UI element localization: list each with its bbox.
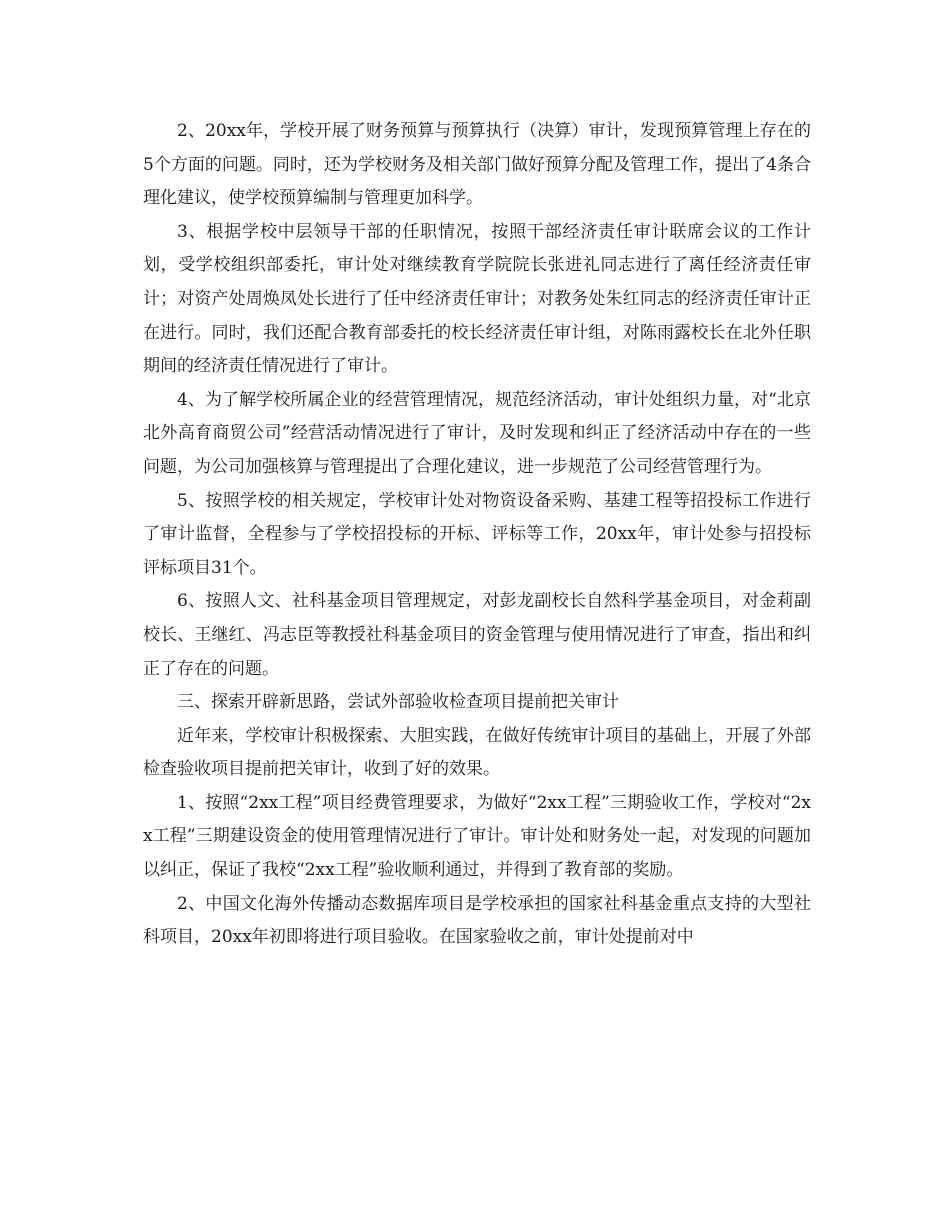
- paragraph-database-project: 2、中国文化海外传播动态数据库项目是学校承担的国家社科基金重点支持的大型社科项目，20xx年初即将进行项目验收。在国家验收之前，审计处提前对中: [143, 893, 811, 948]
- document-body: [143, 115, 811, 955]
- paragraph-project-acceptance-audit: 1、按照“2xx工程”项目经费管理要求，为做好“2xx工程”三期验收工作，学校对“2xx工程”三期建设资金的使用管理情况进行了审计。审计处和财务处一起，对发现的问题加以纠正，保证了我校“2xx工程”验收顺利通过，并得到了教育部的奖励。: [143, 792, 811, 881]
- paragraph-fund-project-audit: 6、按照人文、社科基金项目管理规定，对彭龙副校长自然科学基金项目，对金莉副校长、王继红、冯志臣等教授社科基金项目的资金管理与使用情况进行了审查，指出和纠正了存在的问题。: [143, 591, 811, 679]
- paragraph-enterprise-audit: 4、为了解学校所属企业的经营管理情况，规范经济活动，审计处组织力量，对“北京北外高育商贸公司”经营活动情况进行了审计，及时发现和纠正了经济活动中存在的一些问题，为公司加强核算与管理提出了合理化建议，进一步规范了公司经营管理行为。: [143, 389, 811, 477]
- paragraph-budget-audit: 2、20xx年，学校开展了财务预算与预算执行（决算）审计，发现预算管理上存在的5个方面的问题。同时，还为学校财务及相关部门做好预算分配及管理工作，提出了4条合理化建议，使学校预算编制与管理更加科学。: [143, 121, 811, 209]
- paragraph-section-intro: 近年来，学校审计积极探索、大胆实践，在做好传统审计项目的基础上，开展了外部检查验收项目提前把关审计，收到了好的效果。: [143, 725, 811, 780]
- section-heading: 三、探索开辟新思路，尝试外部验收检查项目提前把关审计: [177, 692, 619, 713]
- paragraph-bidding-supervision: 5、按照学校的相关规定，学校审计处对物资设备采购、基建工程等招投标工作进行了审计监督，全程参与了学校招投标的开标、评标等工作，20xx年，审计处参与招投标评标项目31个。: [143, 490, 811, 578]
- paragraph-economic-responsibility-audit: 3、根据学校中层领导干部的任职情况，按照干部经济责任审计联席会议的工作计划，受学校组织部委托，审计处对继续教育学院院长张进礼同志进行了离任经济责任审计；对资产处周焕凤处长进行了任中经济责任审计；对教务处朱红同志的经济责任审计正在进行。同时，我们还配合教育部委托的校长经济责任审计组，对陈雨露校长在北外任职期间的经济责任情况进行了审计。: [143, 221, 811, 377]
